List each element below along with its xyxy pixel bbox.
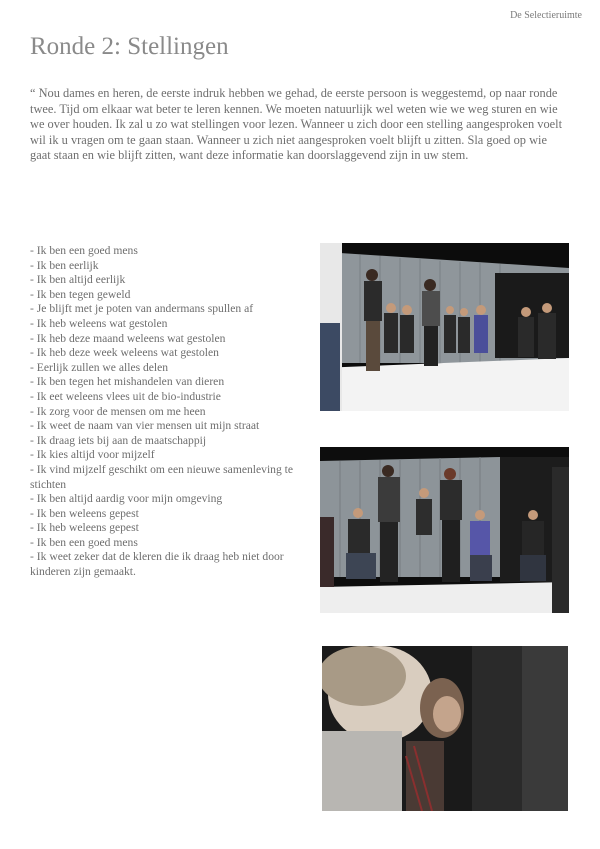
- brand-label: De Selectieruimte: [510, 10, 582, 21]
- statement-item: - Ik kies altijd voor mijzelf: [30, 448, 155, 462]
- statement-item: - Ik draag iets bij aan de maatschappij: [30, 433, 207, 447]
- statement-item: - Ik heb weleens gepest: [30, 521, 139, 535]
- photo-group-semicircle: [320, 243, 569, 411]
- statement-item: - Ik ben altijd eerlijk: [30, 273, 126, 287]
- statement-item: - Ik heb deze week weleens wat gestolen: [30, 346, 219, 360]
- statement-item: - Ik weet zeker dat de kleren die ik draag heb niet door kinderen zijn gemaakt.: [30, 550, 284, 579]
- statement-item: - Ik eet weleens vlees uit de bio-industrie: [30, 389, 221, 403]
- statement-item: - Ik weet de naam van vier mensen uit mijn straat: [30, 419, 260, 433]
- statement-list: [30, 244, 310, 580]
- statement-item: - Eerlijk zullen we alles delen: [30, 360, 169, 374]
- statement-item: - Ik zorg voor de mensen om me heen: [30, 404, 206, 418]
- photo-closeup-faces: [322, 646, 568, 811]
- statement-item: - Je blijft met je poten van andermans spullen af: [30, 302, 254, 316]
- statement-item: - Ik vind mijzelf geschikt om een nieuwe samenleving te stichten: [30, 462, 294, 491]
- statement-item: - Ik ben tegen het mishandelen van dieren: [30, 375, 225, 389]
- statement-item: - Ik ben een goed mens: [30, 535, 138, 549]
- intro-paragraph: “ Nou dames en heren, de eerste indruk hebben we gehad, de eerste persoon is weggestemd, op naar ronde twee. Tijd om elkaar wat beter te leren kennen. We moeten natuurlijk wel weten wie we weg sturen en wie we over houden. Ik zal u zo wat stellingen voor lezen. Wanneer u zich door een stelling aangesproken voelt wil ik u vragen om te gaan staan. Wanneer u zich niet aangesproken voelt blijft u zitten. Sla goed op wie gaat staan en wie blijft zitten, want deze informatie kan doorslaggevend zijn in uw stem.: [30, 86, 563, 163]
- photo-participants-standing: [320, 447, 569, 613]
- statement-item: - Ik heb deze maand weleens wat gestolen: [30, 331, 226, 345]
- page-title: Ronde 2: Stellingen: [30, 33, 229, 60]
- statement-item: - Ik ben eerlijk: [30, 258, 99, 272]
- statement-item: - Ik ben altijd aardig voor mijn omgeving: [30, 492, 223, 506]
- statement-item: - Ik heb weleens wat gestolen: [30, 316, 168, 330]
- statement-item: - Ik ben tegen geweld: [30, 287, 131, 301]
- statement-item: - Ik ben een goed mens: [30, 244, 138, 257]
- statement-item: - Ik ben weleens gepest: [30, 506, 139, 520]
